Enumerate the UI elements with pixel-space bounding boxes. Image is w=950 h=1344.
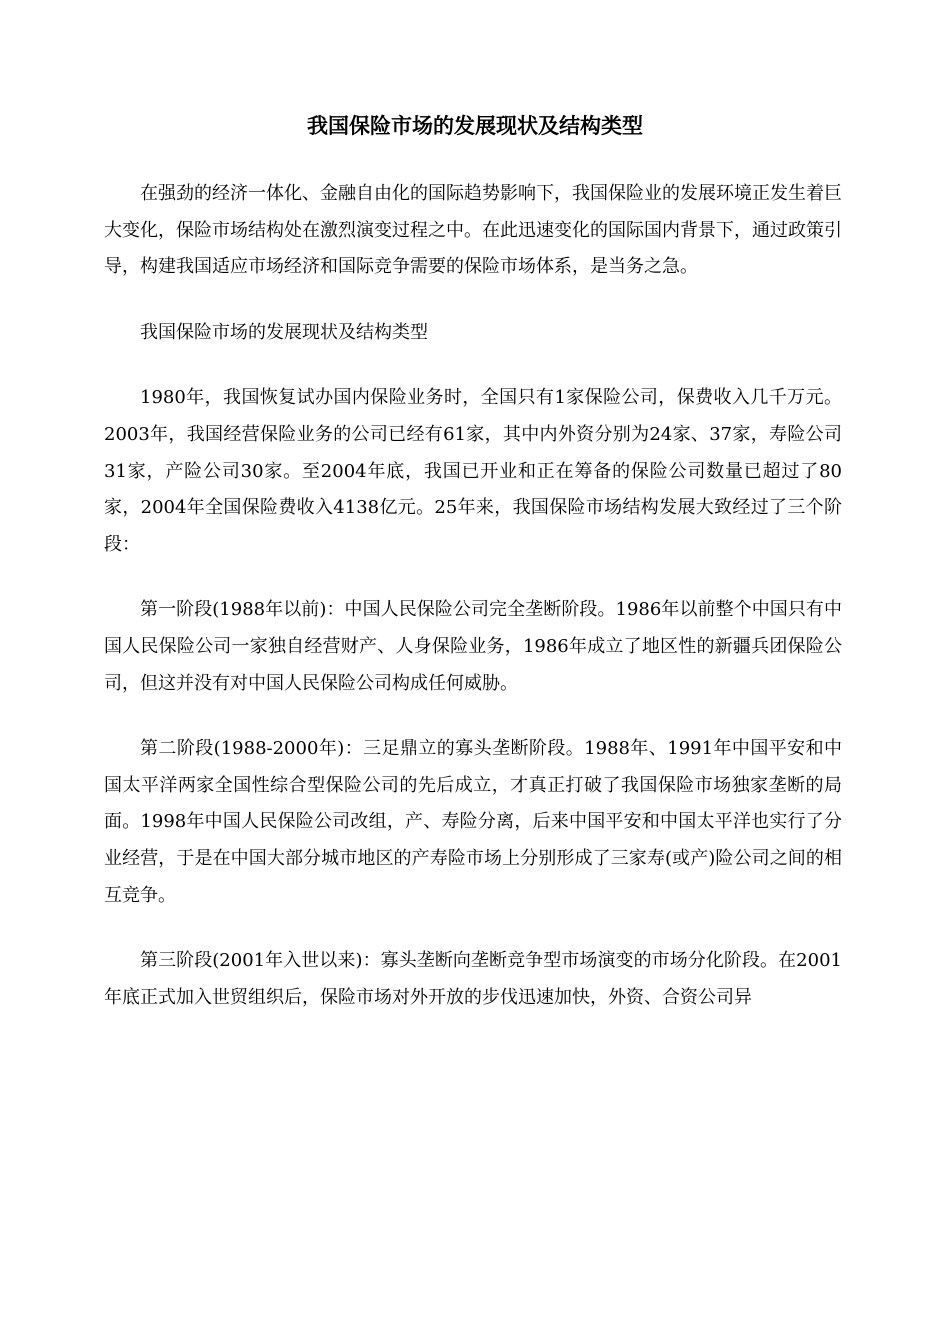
overview-paragraph: 1980年，我国恢复试办国内保险业务时，全国只有1家保险公司，保费收入几千万元。2003年，我国经营保险业务的公司已经有61家，其中内外资分别为24家、37家，寿险公司31家，产险公司30家。至2004年底，我国已开业和正在筹备的保险公司数量已超过了80家，2004年全国保险费收入4138亿元。25年来，我国保险市场结构发展大致经过了三个阶段： — [104, 387, 842, 555]
section-heading: 我国保险市场的发展现状及结构类型 — [140, 321, 428, 343]
stage-two-paragraph: 第二阶段(1988-2000年)：三足鼎立的寡头垄断阶段。1988年、1991年中国平安和中国太平洋两家全国性综合型保险公司的先后成立，才真正打破了我国保险市场独家垄断的局面。1998年中国人民保险公司改组，产、寿险分离，后来中国平安和中国太平洋也实行了分业经营，于是在中国大部分城市地区的产寿险市场上分别形成了三家寿(或产)险公司之间的相互竞争。 — [104, 738, 842, 906]
stage-three-paragraph: 第三阶段(2001年入世以来)：寡头垄断向垄断竞争型市场演变的市场分化阶段。在2001年底正式加入世贸组织后，保险市场对外开放的步伐迅速加快，外资、合资公司异 — [104, 950, 842, 1008]
document-body — [104, 176, 842, 1045]
stage-one-paragraph: 第一阶段(1988年以前)：中国人民保险公司完全垄断阶段。1986年以前整个中国只有中国人民保险公司一家独自经营财产、人身保险业务，1986年成立了地区性的新疆兵团保险公司，但这并没有对中国人民保险公司构成任何威胁。 — [104, 599, 842, 694]
intro-paragraph: 在强劲的经济一体化、金融自由化的国际趋势影响下，我国保险业的发展环境正发生着巨大变化，保险市场结构处在激烈演变过程之中。在此迅速变化的国际国内背景下，通过政策引导，构建我国适应市场经济和国际竞争需要的保险市场体系，是当务之急。 — [104, 183, 842, 278]
document-title: 我国保险市场的发展现状及结构类型 — [307, 113, 643, 138]
